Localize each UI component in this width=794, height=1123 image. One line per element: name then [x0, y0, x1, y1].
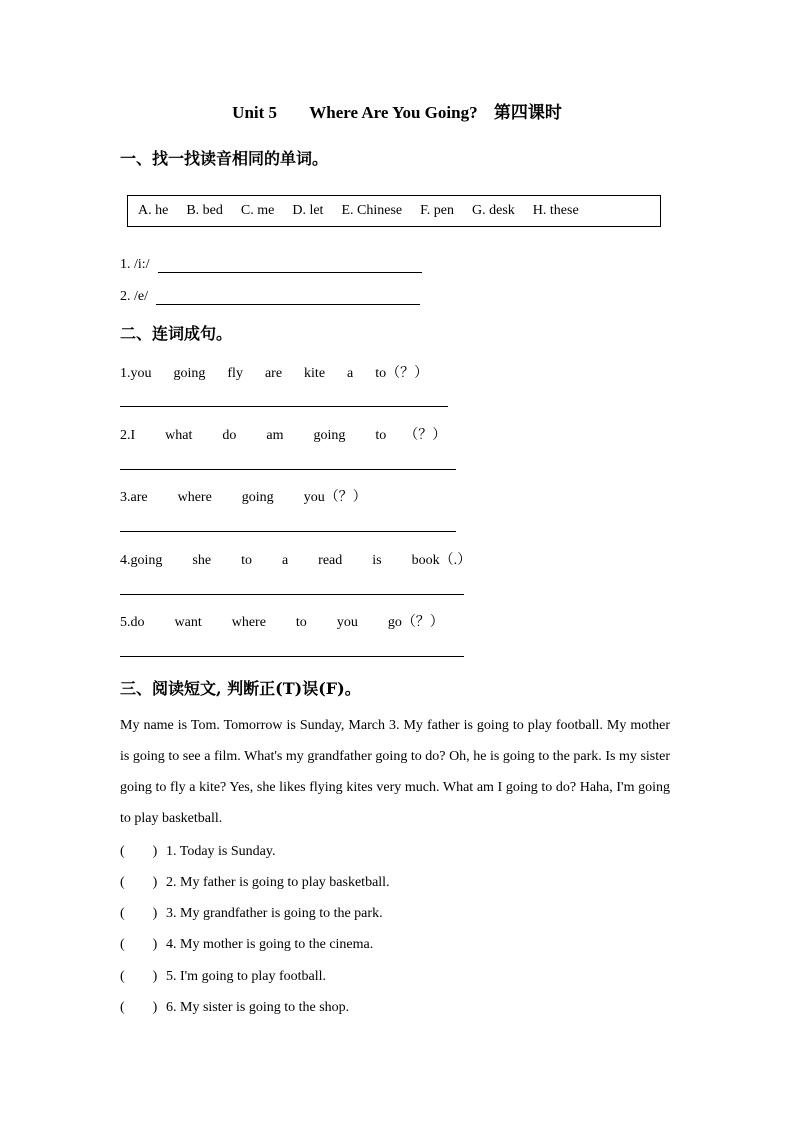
word: going — [173, 366, 206, 381]
page-title — [0, 98, 794, 123]
sound-label-2: 2. /e/ — [120, 289, 148, 304]
word: a — [347, 366, 354, 381]
word: do — [222, 428, 237, 443]
word: is — [372, 553, 382, 568]
tf-statement-4 — [120, 933, 373, 953]
answer-line[interactable] — [120, 594, 464, 595]
word: you（？） — [303, 490, 367, 505]
question-number: 5. — [120, 615, 131, 630]
word: are — [130, 490, 148, 505]
word: go（？） — [387, 615, 444, 630]
statement-text: 5. I'm going to play football. — [166, 969, 327, 984]
option-b: B. bed — [186, 203, 223, 218]
word: going — [241, 490, 274, 505]
answer-paren[interactable]: ( ) — [120, 937, 158, 952]
word: going — [313, 428, 346, 443]
sound-item-2 — [120, 289, 420, 305]
word: kite — [304, 366, 326, 381]
answer-line[interactable] — [120, 656, 464, 657]
word: to — [295, 615, 307, 630]
word: you — [130, 366, 152, 381]
option-a: A. he — [138, 203, 169, 218]
tf-statement-1 — [120, 840, 275, 860]
word: what — [165, 428, 193, 443]
question-number: 4. — [120, 553, 131, 568]
reading-passage: My name is Tom. Tomorrow is Sunday, March 3. My father is going to play football. My mother is going to see a film. What's my grandfather going to do? Oh, he is going to the park. Is my sister going to fly a kite? Yes, she likes flying kites very much. What am I going to do? Haha, I'm going to play basketball. — [120, 718, 670, 826]
answer-line[interactable] — [120, 406, 448, 407]
answer-paren[interactable]: ( ) — [120, 906, 158, 921]
tf-statement-2 — [120, 871, 390, 891]
answer-line[interactable] — [120, 469, 456, 470]
answer-paren[interactable]: ( ) — [120, 844, 158, 859]
question-5 — [120, 611, 466, 631]
answer-blank[interactable] — [156, 290, 420, 305]
statement-text: 4. My mother is going to the cinema. — [166, 937, 374, 952]
option-c: C. me — [240, 203, 275, 218]
section3-heading: 三、阅读短文, 判断正(T)误(F)。 — [120, 679, 361, 698]
option-h: H. these — [532, 203, 579, 218]
tf-statement-3 — [120, 902, 383, 922]
word: want — [174, 615, 202, 630]
statement-text: 3. My grandfather is going to the park. — [166, 906, 383, 921]
word: where — [231, 615, 266, 630]
option-f: F. pen — [420, 203, 454, 218]
statement-text: 6. My sister is going to the shop. — [166, 1000, 350, 1015]
statement-text: 1. Today is Sunday. — [166, 844, 276, 859]
word: going — [130, 553, 163, 568]
title-topic: Where Are You Going? — [309, 103, 478, 122]
word: （？） — [404, 428, 447, 443]
question-number: 3. — [120, 490, 131, 505]
answer-paren[interactable]: ( ) — [120, 875, 158, 890]
answer-blank[interactable] — [158, 258, 422, 273]
word: are — [264, 366, 283, 381]
answer-paren[interactable]: ( ) — [120, 969, 158, 984]
statement-text: 2. My father is going to play basketball. — [166, 875, 390, 890]
word: where — [177, 490, 212, 505]
answer-line[interactable] — [120, 531, 456, 532]
word: am — [266, 428, 284, 443]
option-g: G. desk — [472, 203, 515, 218]
word: read — [318, 553, 343, 568]
question-4 — [120, 549, 493, 569]
word: to — [375, 428, 387, 443]
word: I — [130, 428, 136, 443]
word: to — [241, 553, 252, 568]
word: to（？） — [375, 366, 429, 381]
title-unit: Unit 5 — [232, 103, 278, 122]
option-box — [127, 195, 661, 227]
question-2 — [120, 424, 468, 444]
question-3 — [120, 486, 389, 506]
option-e: E. Chinese — [341, 203, 403, 218]
sound-label-1: 1. /i:/ — [120, 257, 150, 272]
word: a — [281, 553, 289, 568]
section1-heading: 一、找一找读音相同的单词。 — [120, 149, 329, 168]
option-d: D. let — [292, 203, 324, 218]
question-number: 1. — [120, 366, 131, 381]
sound-item-1 — [120, 257, 422, 273]
title-lesson: 第四课时 — [493, 103, 562, 123]
tf-statement-6 — [120, 996, 349, 1016]
section2-heading: 二、连词成句。 — [120, 324, 233, 343]
tf-statement-5 — [120, 965, 326, 985]
question-1 — [120, 362, 450, 382]
question-number: 2. — [120, 428, 131, 443]
word: book（.） — [411, 553, 472, 568]
answer-paren[interactable]: ( ) — [120, 1000, 158, 1015]
word: you — [336, 615, 358, 630]
word: do — [130, 615, 145, 630]
word: she — [192, 553, 212, 568]
word: fly — [227, 366, 243, 381]
